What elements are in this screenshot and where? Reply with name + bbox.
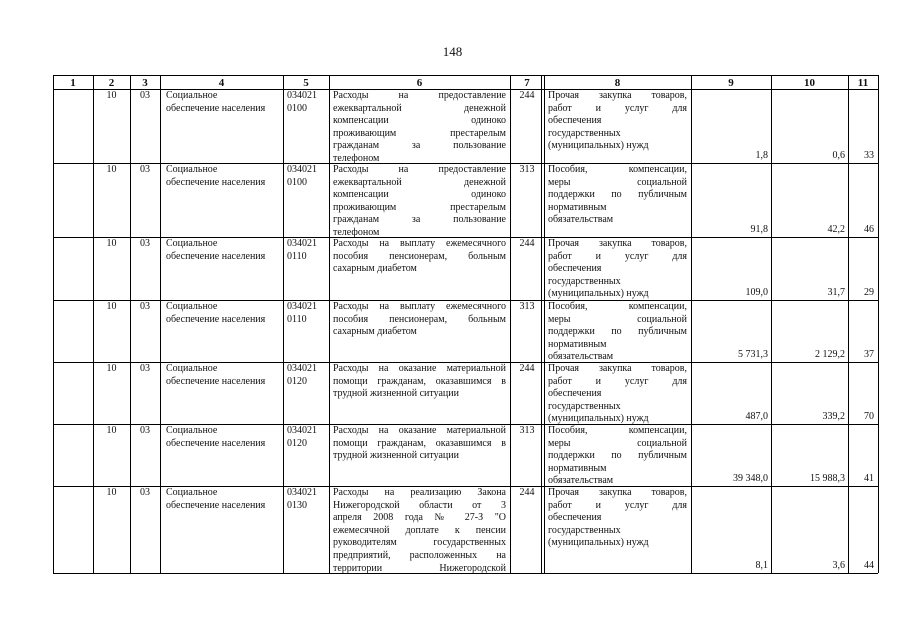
cell-c4 [166, 301, 281, 362]
cell-line: обязательствам [548, 351, 614, 362]
cell-line: обеспечения [548, 263, 602, 275]
cell-c3: 03 [140, 425, 150, 436]
column-header-1: 1 [70, 77, 76, 89]
cell-c7: 313 [519, 164, 535, 175]
cell-c4 [166, 164, 281, 237]
cell-c10: 339,2 [822, 411, 845, 422]
column-header-2: 2 [108, 77, 115, 89]
cell-c9: 39 348,0 [733, 473, 768, 484]
column-rule [130, 75, 131, 573]
cell-line: апреля 2008 года № 27-З "О [333, 512, 506, 524]
cell-line: Социальное [166, 238, 218, 249]
cell-c7: 244 [519, 238, 535, 249]
cell-line: ежеквартальной денежной [333, 176, 506, 188]
cell-line: Прочая закупка товаров, [548, 487, 687, 498]
cell-line: Расходы на выплату ежемесячного [333, 238, 506, 249]
cell-line: 034021 [287, 363, 317, 374]
cell-line: 0110 [287, 313, 307, 325]
cell-c7: 313 [519, 425, 535, 436]
cell-line: обязательствам [548, 214, 614, 226]
column-header-7: 7 [524, 77, 530, 89]
cell-line: Пособия, компенсации, [548, 425, 687, 436]
cell-line: Пособия, компенсации, [548, 301, 687, 312]
column-rule [283, 75, 284, 573]
cell-line: государственных [548, 524, 621, 536]
cell-line: Пособия, компенсации, [548, 164, 687, 175]
cell-line: пособия пенсионерам, больным [333, 250, 506, 262]
cell-c9: 109,0 [745, 287, 768, 298]
cell-line: гражданам за пользование [333, 214, 506, 226]
cell-line: 0120 [287, 437, 307, 449]
cell-line: (муниципальных) нужд [548, 288, 649, 300]
column-rule [878, 75, 879, 573]
cell-c2: 10 [106, 238, 117, 249]
cell-line: обеспечение населения [166, 102, 266, 114]
cell-line: обеспечение населения [166, 499, 266, 511]
cell-c11: 29 [864, 287, 874, 298]
column-rule [544, 75, 545, 573]
cell-line: (муниципальных) нужд [548, 537, 649, 549]
cell-c3: 03 [140, 238, 150, 249]
cell-c5 [287, 363, 325, 424]
cell-line: 034021 [287, 487, 317, 498]
table-rule [53, 75, 878, 76]
cell-c2: 10 [106, 425, 117, 436]
cell-c4 [166, 238, 281, 300]
cell-c6 [333, 164, 506, 237]
cell-c6 [333, 363, 506, 424]
column-rule [93, 75, 94, 573]
cell-line: Расходы на оказание материальной [333, 363, 506, 374]
column-rule [160, 75, 161, 573]
cell-line: пособия пенсионерам, больным [333, 313, 506, 325]
cell-line: Расходы на оказание материальной [333, 425, 506, 436]
column-header-8: 8 [614, 77, 621, 89]
cell-c6 [333, 90, 506, 163]
cell-line: Нижегородской области от 3 [333, 499, 506, 511]
cell-c5 [287, 487, 325, 573]
cell-c10: 2 129,2 [815, 349, 845, 360]
cell-line: проживающим престарелым [333, 127, 506, 139]
cell-line: работ и услуг для [548, 375, 687, 387]
cell-c10: 0,6 [832, 150, 845, 161]
cell-line: территории Нижегородской [333, 562, 506, 573]
cell-line: Прочая закупка товаров, [548, 238, 687, 249]
cell-line: Социальное [166, 301, 218, 312]
cell-line: компенсации одиноко [333, 115, 506, 127]
cell-line: Расходы на реализацию Закона [333, 487, 506, 498]
cell-c2: 10 [106, 363, 117, 374]
cell-c5 [287, 425, 325, 486]
cell-line: государственных [548, 400, 621, 412]
column-header-6: 6 [416, 77, 423, 89]
cell-line: сахарным диабетом [333, 263, 417, 275]
cell-c8 [548, 238, 687, 300]
cell-line: работ и услуг для [548, 499, 687, 511]
cell-c7: 244 [519, 90, 535, 101]
column-rule [510, 75, 511, 573]
cell-c11: 33 [864, 150, 874, 161]
cell-line: помощи гражданам, оказавшимся в [333, 437, 506, 449]
cell-line: меры социальной [548, 176, 687, 188]
cell-line: (муниципальных) нужд [548, 413, 649, 424]
cell-line: меры социальной [548, 313, 687, 325]
cell-line: Социальное [166, 164, 218, 175]
cell-line: меры социальной [548, 437, 687, 449]
cell-line: поддержки по публичным [548, 189, 687, 201]
cell-c11: 70 [864, 411, 874, 422]
cell-line: обеспечение населения [166, 250, 266, 262]
cell-c8 [548, 301, 687, 362]
cell-line: компенсации одиноко [333, 189, 506, 201]
column-rule [541, 75, 542, 573]
cell-line: 0100 [287, 102, 307, 114]
cell-line: (муниципальных) нужд [548, 140, 649, 152]
cell-line: нормативным [548, 201, 607, 213]
cell-line: помощи гражданам, оказавшимся в [333, 375, 506, 387]
cell-c8 [548, 363, 687, 424]
column-header-10: 10 [804, 77, 815, 89]
cell-c8 [548, 164, 687, 237]
column-header-5: 5 [303, 77, 309, 89]
cell-line: обязательствам [548, 475, 614, 486]
cell-c6 [333, 487, 506, 573]
cell-c11: 46 [864, 224, 874, 235]
cell-line: 034021 [287, 425, 317, 436]
cell-line: гражданам за пользование [333, 140, 506, 152]
cell-line: трудной жизненной ситуации [333, 450, 459, 462]
column-header-9: 9 [728, 77, 734, 89]
cell-line: Социальное [166, 90, 218, 101]
cell-line: работ и услуг для [548, 102, 687, 114]
cell-c4 [166, 425, 281, 486]
cell-c7: 244 [519, 487, 535, 498]
cell-c10: 3,6 [832, 560, 845, 571]
cell-c9: 5 731,3 [738, 349, 768, 360]
cell-c6 [333, 301, 506, 362]
cell-line: предприятий, расположенных на [333, 549, 506, 561]
column-rule [329, 75, 330, 573]
table-rule [53, 573, 878, 574]
cell-line: обеспечение населения [166, 313, 266, 325]
cell-line: обеспечения [548, 388, 602, 400]
cell-line: 034021 [287, 238, 317, 249]
cell-line: поддержки по публичным [548, 326, 687, 338]
cell-c8 [548, 90, 687, 163]
cell-c5 [287, 301, 325, 362]
cell-line: телефоном [333, 152, 380, 163]
cell-c3: 03 [140, 487, 150, 498]
page-number: 148 [442, 44, 463, 59]
cell-line: 034021 [287, 301, 317, 312]
cell-line: Прочая закупка товаров, [548, 363, 687, 374]
cell-c5 [287, 238, 325, 300]
cell-line: обеспечение населения [166, 375, 266, 387]
cell-c9: 91,8 [750, 224, 768, 235]
cell-c4 [166, 487, 281, 573]
cell-line: Социальное [166, 363, 218, 374]
cell-line: 034021 [287, 164, 317, 175]
cell-c11: 37 [864, 349, 874, 360]
cell-line: работ и услуг для [548, 250, 687, 262]
cell-c5 [287, 90, 325, 163]
column-header-3: 3 [142, 77, 148, 89]
cell-c9: 1,8 [755, 150, 768, 161]
column-header-4: 4 [218, 77, 225, 89]
cell-c2: 10 [106, 164, 117, 175]
cell-line: 0130 [287, 499, 307, 511]
cell-line: 0100 [287, 176, 307, 188]
cell-c8 [548, 487, 687, 573]
cell-line: нормативным [548, 462, 607, 474]
cell-line: сахарным диабетом [333, 326, 417, 338]
cell-line: 0120 [287, 375, 307, 387]
cell-line: Прочая закупка товаров, [548, 90, 687, 101]
cell-line: обеспечения [548, 512, 602, 524]
cell-c9: 8,1 [755, 560, 768, 571]
cell-line: руководителям государственных [333, 537, 506, 549]
cell-c7: 244 [519, 363, 535, 374]
cell-c7: 313 [519, 301, 535, 312]
cell-line: нормативным [548, 338, 607, 350]
cell-c10: 42,2 [827, 224, 845, 235]
cell-c3: 03 [140, 164, 150, 175]
cell-c2: 10 [106, 301, 117, 312]
cell-c6 [333, 238, 506, 300]
cell-line: Расходы на предоставление [333, 90, 506, 101]
cell-line: 034021 [287, 90, 317, 101]
cell-c11: 41 [864, 473, 874, 484]
cell-line: ежеквартальной денежной [333, 102, 506, 114]
cell-c8 [548, 425, 687, 486]
cell-line: проживающим престарелым [333, 201, 506, 213]
cell-c2: 10 [106, 90, 117, 101]
cell-c10: 31,7 [827, 287, 845, 298]
cell-c10: 15 988,3 [810, 473, 845, 484]
cell-line: трудной жизненной ситуации [333, 388, 459, 400]
cell-line: обеспечения [548, 115, 602, 127]
cell-c4 [166, 90, 281, 163]
column-rule [53, 75, 54, 573]
cell-line: государственных [548, 127, 621, 139]
cell-c9: 487,0 [745, 411, 768, 422]
cell-c3: 03 [140, 301, 150, 312]
cell-line: Социальное [166, 425, 218, 436]
cell-line: телефоном [333, 226, 380, 237]
cell-c4 [166, 363, 281, 424]
column-header-11: 11 [857, 77, 869, 89]
cell-line: обеспечение населения [166, 176, 266, 188]
cell-line: ежемесячной доплате к пенсии [333, 524, 506, 536]
cell-line: Расходы на выплату ежемесячного [333, 301, 506, 312]
cell-line: государственных [548, 275, 621, 287]
cell-line: обеспечение населения [166, 437, 266, 449]
cell-c2: 10 [106, 487, 117, 498]
cell-c5 [287, 164, 325, 237]
cell-c6 [333, 425, 506, 486]
cell-c3: 03 [140, 363, 150, 374]
cell-c3: 03 [140, 90, 150, 101]
cell-line: 0110 [287, 250, 307, 262]
cell-line: Социальное [166, 487, 218, 498]
cell-line: Расходы на предоставление [333, 164, 506, 175]
cell-c11: 44 [864, 560, 874, 571]
cell-line: поддержки по публичным [548, 450, 687, 462]
